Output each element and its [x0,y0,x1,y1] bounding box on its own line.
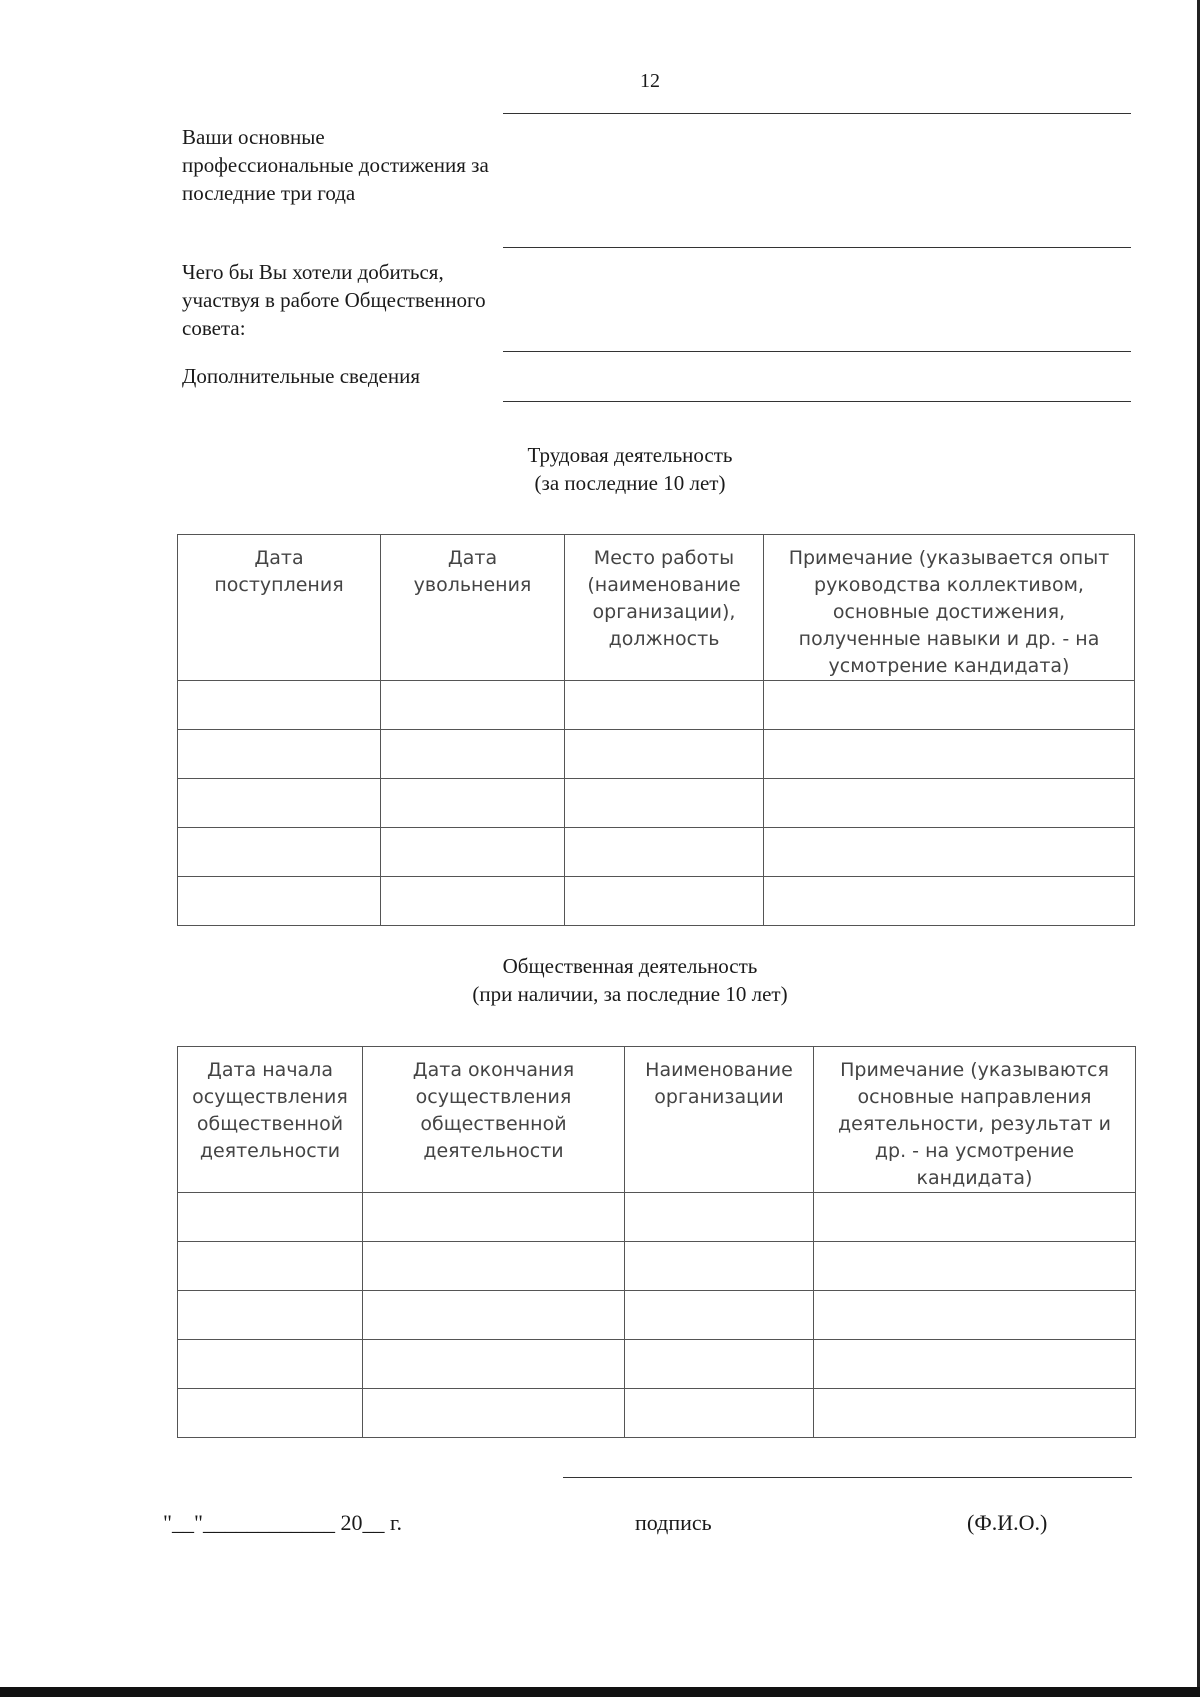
date-field: "__"____________ 20__ г. [163,1510,403,1535]
field-label-achievements: Ваши основные профессиональные достижения за последние три года [182,125,489,205]
table-cell[interactable] [764,730,1135,779]
table-cell[interactable] [565,779,764,828]
table-cell[interactable] [565,730,764,779]
table-cell[interactable] [565,681,764,730]
table-cell[interactable] [381,730,565,779]
table-row [178,1193,1136,1242]
table-cell[interactable] [625,1291,814,1340]
table-cell[interactable] [178,681,381,730]
field-line-achievements[interactable] [503,247,1131,248]
table-row [178,1242,1136,1291]
table-row [178,730,1135,779]
table-row [178,1291,1136,1340]
work-header-start-date: Дата поступления [178,535,381,681]
table-cell[interactable] [178,877,381,926]
table-cell[interactable] [814,1389,1136,1438]
table-row [178,877,1135,926]
table-cell[interactable] [363,1291,625,1340]
table-cell[interactable] [814,1340,1136,1389]
work-header-note: Примечание (указывается опыт руководства коллективом, основные достижения, полученные навыки и др. - на усмотрение кандидата) [764,535,1135,681]
page-number: 12 [640,70,660,92]
field-label-additional: Дополнительные сведения [182,364,421,388]
work-section-subtitle: (за последние 10 лет) [534,471,726,495]
work-header-workplace: Место работы (наименование организации), должность [565,535,764,681]
table-cell[interactable] [178,1291,363,1340]
table-row [178,681,1135,730]
table-cell[interactable] [178,1242,363,1291]
table-cell[interactable] [178,1389,363,1438]
table-cell[interactable] [625,1389,814,1438]
work-table [177,534,1135,926]
signature-line[interactable] [563,1477,1132,1478]
social-header-organization: Наименование организации [625,1047,814,1193]
table-row [178,1389,1136,1438]
field-line-goals[interactable] [503,351,1131,352]
table-cell[interactable] [381,828,565,877]
table-cell[interactable] [381,779,565,828]
table-cell[interactable] [178,730,381,779]
table-cell[interactable] [178,828,381,877]
social-section-title: Общественная деятельность [502,954,758,978]
scan-edge-bottom [0,1687,1200,1697]
table-cell[interactable] [764,877,1135,926]
social-table [177,1046,1136,1438]
table-row [178,1340,1136,1389]
social-header-note: Примечание (указываются основные направления деятельности, результат и др. - на усмотрение кандидата) [814,1047,1136,1193]
table-row [178,828,1135,877]
table-cell[interactable] [764,681,1135,730]
signature-caption: подпись [635,1510,712,1535]
table-cell[interactable] [381,681,565,730]
work-section-title: Трудовая деятельность [527,443,733,467]
table-cell[interactable] [814,1291,1136,1340]
table-cell[interactable] [764,828,1135,877]
table-cell[interactable] [814,1242,1136,1291]
table-cell[interactable] [565,877,764,926]
table-cell[interactable] [565,828,764,877]
table-cell[interactable] [363,1340,625,1389]
table-cell[interactable] [381,877,565,926]
social-header-end-date: Дата окончания осуществления общественной деятельности [363,1047,625,1193]
field-label-goals: Чего бы Вы хотели добиться, участвуя в работе Общественного совета: [182,260,486,340]
table-cell[interactable] [625,1242,814,1291]
table-cell[interactable] [178,1193,363,1242]
table-row [178,779,1135,828]
social-header-start-date: Дата начала осуществления общественной деятельности [178,1047,363,1193]
table-cell[interactable] [625,1193,814,1242]
table-cell[interactable] [178,1340,363,1389]
social-section-subtitle: (при наличии, за последние 10 лет) [472,982,788,1006]
table-cell[interactable] [363,1389,625,1438]
work-header-end-date: Дата увольнения [381,535,565,681]
table-cell[interactable] [625,1340,814,1389]
field-line-top [503,113,1131,114]
table-cell[interactable] [814,1193,1136,1242]
fio-caption: (Ф.И.О.) [967,1510,1048,1535]
table-cell[interactable] [764,779,1135,828]
table-cell[interactable] [363,1242,625,1291]
table-cell[interactable] [178,779,381,828]
table-cell[interactable] [363,1193,625,1242]
field-line-additional[interactable] [503,401,1131,402]
